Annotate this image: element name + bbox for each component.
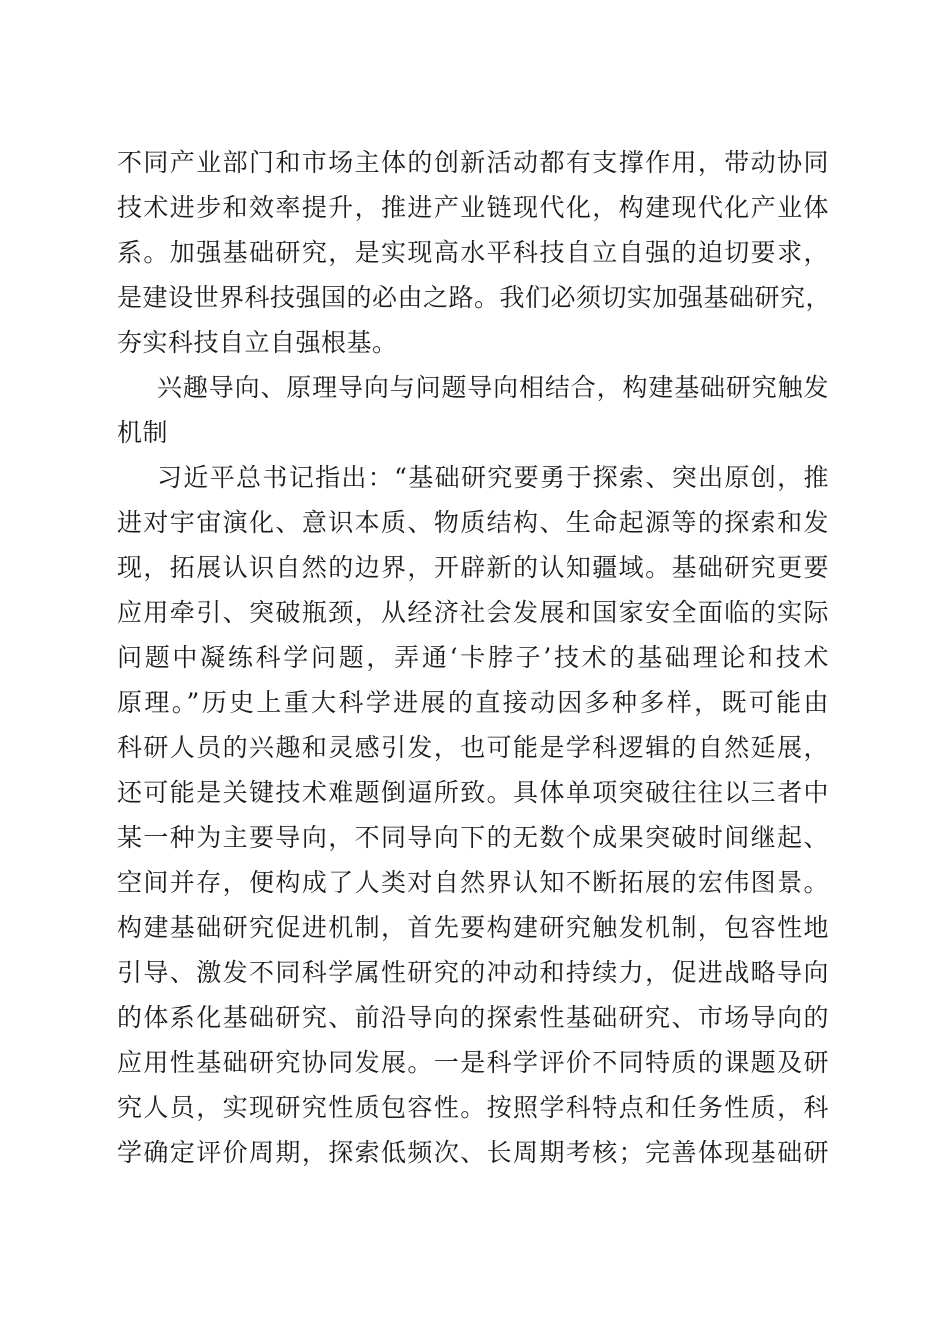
text-line: 还可能是关键技术难题倒逼所致。具体单项突破往往以三者中 — [117, 778, 829, 807]
text-line: 进对宇宙演化、意识本质、物质结构、生命起源等的探索和发 — [117, 508, 829, 537]
document-text — [117, 140, 832, 1175]
heading-line: 兴趣导向、原理导向与问题导向相结合，构建基础研究触发 — [157, 373, 829, 402]
text-line: 是建设世界科技强国的必由之路。我们必须切实加强基础研究， — [117, 283, 832, 312]
text-line: 现，拓展认识自然的边界，开辟新的认知疆域。基础研究更要 — [117, 553, 829, 582]
text-line: 习近平总书记指出：“基础研究要勇于探索、突出原创，推 — [157, 463, 829, 492]
text-line: 科研人员的兴趣和灵感引发，也可能是学科逻辑的自然延展， — [117, 733, 829, 762]
text-line: 空间并存，便构成了人类对自然界认知不断拓展的宏伟图景。 — [117, 868, 829, 897]
body-paragraph — [117, 455, 829, 1175]
text-line: 构建基础研究促进机制，首先要构建研究触发机制，包容性地 — [117, 913, 829, 942]
text-line: 夯实科技自立自强根基。 — [117, 328, 398, 357]
text-line: 应用牵引、突破瓶颈，从经济社会发展和国家安全面临的实际 — [117, 598, 829, 627]
text-line: 引导、激发不同科学属性研究的冲动和持续力，促进战略导向 — [117, 958, 829, 987]
intro-paragraph — [117, 140, 832, 365]
text-line: 学确定评价周期，探索低频次、长周期考核；完善体现基础研 — [117, 1138, 829, 1167]
text-line: 究人员，实现研究性质包容性。按照学科特点和任务性质，科 — [117, 1093, 829, 1122]
text-line: 系。加强基础研究，是实现高水平科技自立自强的迫切要求， — [117, 238, 829, 267]
heading-line: 机制 — [117, 418, 169, 447]
text-line: 原理。”历史上重大科学进展的直接动因多种多样，既可能由 — [117, 688, 829, 717]
text-line: 技术进步和效率提升，推进产业链现代化，构建现代化产业体 — [117, 193, 829, 222]
text-line: 应用性基础研究协同发展。一是科学评价不同特质的课题及研 — [117, 1048, 829, 1077]
text-line: 的体系化基础研究、前沿导向的探索性基础研究、市场导向的 — [117, 1003, 829, 1032]
text-line: 某一种为主要导向，不同导向下的无数个成果突破时间继起、 — [117, 823, 829, 852]
text-line: 不同产业部门和市场主体的创新活动都有支撑作用，带动协同 — [117, 148, 829, 177]
text-line: 问题中凝练科学问题，弄通‘卡脖子’技术的基础理论和技术 — [117, 643, 829, 672]
section-heading — [117, 365, 829, 455]
